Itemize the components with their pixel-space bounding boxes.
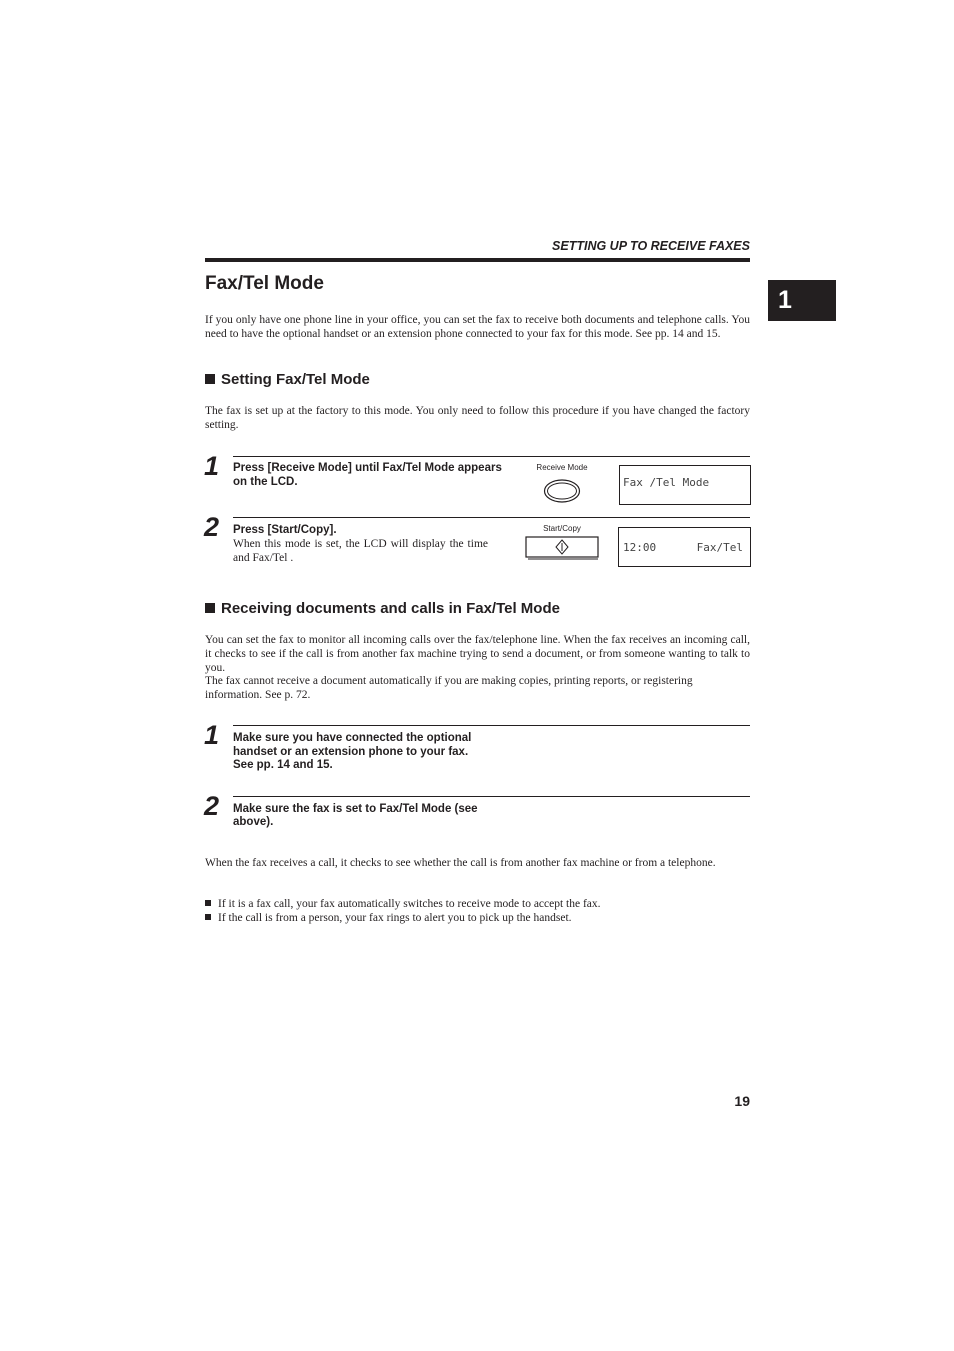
- running-head: SETTING UP TO RECEIVE FAXES: [552, 239, 750, 253]
- bullet-item: If the call is from a person, your fax rings to alert you to pick up the handset.: [205, 911, 572, 925]
- square-bullet-icon: [205, 603, 215, 613]
- lcd-mode: Fax/Tel: [696, 541, 743, 554]
- square-bullet-icon: [205, 900, 211, 906]
- lcd-display: [618, 527, 751, 567]
- bullet-item: If it is a fax call, your fax automatically switches to receive mode to accept the fax.: [205, 897, 601, 911]
- step-number: 1: [204, 451, 220, 481]
- step-number: 2: [204, 512, 220, 542]
- section-paragraph: You can set the fax to monitor all incoming calls over the fax/telephone line. When the fax receives an incoming call, it checks to see if the call is from another fax machine trying to send a document, or from someone wanting to talk to you.: [205, 634, 750, 674]
- step-number: 2: [204, 791, 220, 821]
- intro-paragraph: If you only have one phone line in your office, you can set the fax to receive both documents and telephone calls. You need to have the optional handset or an extension phone connected to your fax for this mode. See pp. 14 and 15.: [205, 314, 750, 340]
- square-bullet-icon: [205, 914, 211, 920]
- step-instruction-line: above).: [233, 816, 274, 828]
- step-divider: [233, 517, 750, 518]
- step-divider: [233, 725, 750, 726]
- step-instruction-line: See pp. 14 and 15.: [233, 759, 333, 771]
- step-divider: [233, 456, 750, 457]
- start-copy-button-label: Start/Copy: [543, 524, 581, 533]
- section-paragraph: When the fax receives a call, it checks to see whether the call is from another fax machine or from a telephone.: [205, 857, 716, 869]
- step-instruction-line: Make sure the fax is set to Fax/Tel Mode (see: [233, 803, 478, 815]
- section-heading-receiving: Receiving documents and calls in Fax/Tel Mode: [205, 600, 560, 617]
- section-paragraph: The fax cannot receive a document automatically if you are making copies, printing reports, or registering information. See p. 72.: [205, 675, 693, 701]
- section-paragraph: The fax is set up at the factory to this mode. You only need to follow this procedure if you have changed the factory setting.: [205, 405, 750, 431]
- lcd-text: Fax /Tel Mode: [623, 476, 710, 489]
- lcd-time: 12:00: [623, 541, 657, 554]
- square-bullet-icon: [205, 374, 215, 384]
- receive-mode-button-icon: [543, 478, 581, 509]
- chapter-tab: 1: [768, 280, 836, 321]
- step-divider: [233, 796, 750, 797]
- page-number: 19: [734, 1093, 750, 1109]
- receive-mode-button-label: Receive Mode: [536, 463, 588, 472]
- start-copy-button-icon: [525, 536, 600, 565]
- lcd-display: [619, 465, 751, 505]
- header-rule: [205, 258, 750, 262]
- section-heading-setting: Setting Fax/Tel Mode: [205, 371, 370, 388]
- step-description: When this mode is set, the LCD will display the time and Fax/Tel .: [233, 538, 488, 564]
- step-instruction: Press [Receive Mode] until Fax/Tel Mode appears on the LCD.: [233, 462, 502, 488]
- step-number: 1: [204, 720, 220, 750]
- page-title: Fax/Tel Mode: [205, 273, 324, 294]
- step-instruction-line: handset or an extension phone to your fax.: [233, 746, 469, 758]
- step-instruction-line: Make sure you have connected the optional: [233, 732, 472, 744]
- step-instruction: Press [Start/Copy].: [233, 524, 337, 536]
